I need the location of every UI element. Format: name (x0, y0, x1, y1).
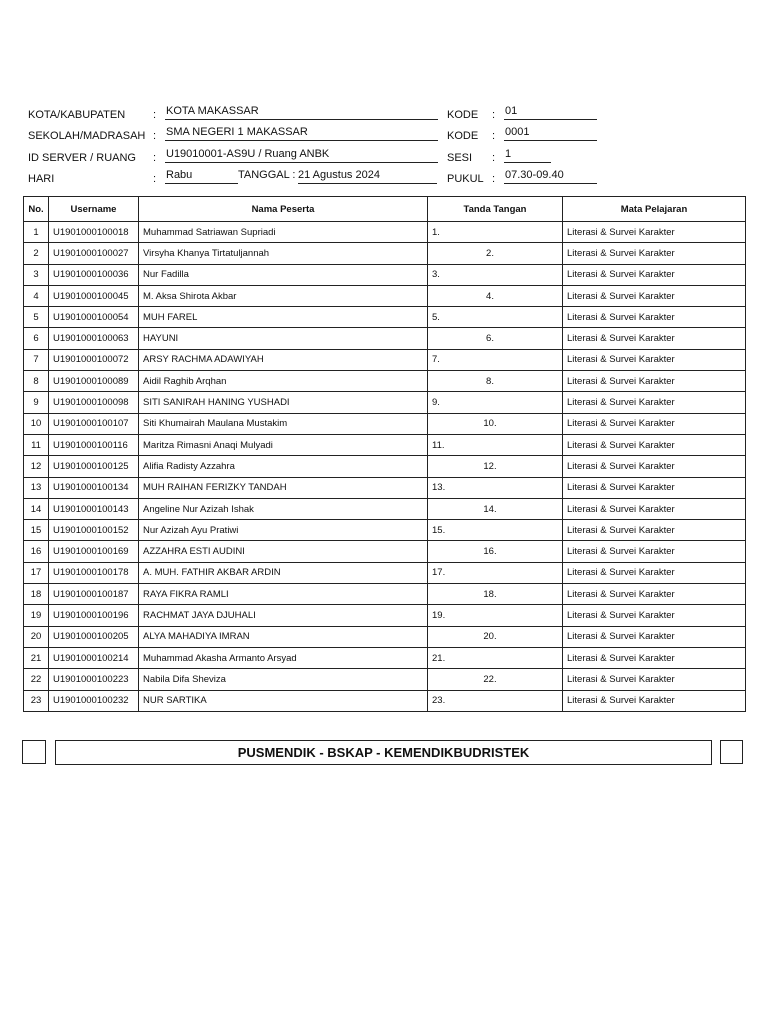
table-row (24, 626, 746, 647)
cell-nama: RAYA FIKRA RAMLI (139, 584, 428, 605)
cell-tanda-tangan (428, 541, 563, 562)
table-row (24, 605, 746, 626)
cell-username: U1901000100143 (49, 498, 139, 519)
cell-no: 23 (24, 690, 49, 711)
cell-no: 22 (24, 669, 49, 690)
kota-value: KOTA MAKASSAR (165, 105, 438, 120)
cell-username: U1901000100205 (49, 626, 139, 647)
cell-tanda-tangan: 9. (428, 392, 563, 413)
kode2-label: KODE (447, 130, 479, 142)
cell-nama: M. Aksa Shirota Akbar (139, 285, 428, 306)
table-row (24, 371, 746, 392)
table-row (24, 541, 746, 562)
pukul-value: 07.30-09.40 (504, 169, 597, 184)
cell-no: 20 (24, 626, 49, 647)
colon: : (492, 173, 496, 185)
cell-username: U1901000100036 (49, 264, 139, 285)
cell-nama: Angeline Nur Azizah Ishak (139, 498, 428, 519)
cell-username: U1901000100054 (49, 307, 139, 328)
table-row (24, 307, 746, 328)
cell-nama: NUR SARTIKA (139, 690, 428, 711)
pukul-label: PUKUL (447, 173, 484, 185)
cell-tanda-tangan (428, 285, 563, 306)
cell-nama: Muhammad Satriawan Supriadi (139, 222, 428, 243)
cell-mata-pelajaran: Literasi & Survei Karakter (563, 307, 746, 328)
cell-no: 13 (24, 477, 49, 498)
cell-no: 19 (24, 605, 49, 626)
cell-username: U1901000100196 (49, 605, 139, 626)
cell-nama: ALYA MAHADIYA IMRAN (139, 626, 428, 647)
colon: : (153, 130, 157, 142)
cell-tanda-tangan: 15. (428, 520, 563, 541)
signature-number: 10. (483, 418, 497, 430)
server-value: U19010001-AS9U / Ruang ANBK (165, 148, 438, 163)
cell-no: 5 (24, 307, 49, 328)
sesi-value: 1 (504, 148, 551, 163)
column-header-mata-pelajaran: Mata Pelajaran (563, 197, 746, 222)
tanggal-label: TANGGAL : (238, 169, 296, 181)
kode1-value: 01 (504, 105, 597, 120)
column-header-username: Username (49, 197, 139, 222)
cell-mata-pelajaran: Literasi & Survei Karakter (563, 477, 746, 498)
cell-mata-pelajaran: Literasi & Survei Karakter (563, 626, 746, 647)
signature-number: 2. (486, 247, 494, 259)
kode2-value: 0001 (504, 126, 597, 141)
footer-right-box (720, 740, 743, 764)
cell-no: 15 (24, 520, 49, 541)
signature-number: 12. (483, 460, 497, 472)
cell-mata-pelajaran: Literasi & Survei Karakter (563, 349, 746, 370)
table-row (24, 222, 746, 243)
cell-nama: Nur Fadilla (139, 264, 428, 285)
table-row (24, 456, 746, 477)
colon: : (492, 130, 496, 142)
cell-username: U1901000100089 (49, 371, 139, 392)
cell-mata-pelajaran: Literasi & Survei Karakter (563, 456, 746, 477)
cell-mata-pelajaran: Literasi & Survei Karakter (563, 222, 746, 243)
cell-nama: RACHMAT JAYA DJUHALI (139, 605, 428, 626)
cell-nama: Alifia Radisty Azzahra (139, 456, 428, 477)
cell-tanda-tangan: 23. (428, 690, 563, 711)
table-row (24, 264, 746, 285)
sekolah-label: SEKOLAH/MADRASAH (28, 130, 146, 142)
cell-username: U1901000100116 (49, 434, 139, 455)
table-row (24, 349, 746, 370)
cell-tanda-tangan (428, 498, 563, 519)
footer-left-box (22, 740, 46, 764)
signature-number: 18. (483, 588, 497, 600)
cell-no: 7 (24, 349, 49, 370)
header-row-sekolah (28, 126, 748, 146)
cell-tanda-tangan: 3. (428, 264, 563, 285)
cell-mata-pelajaran: Literasi & Survei Karakter (563, 562, 746, 583)
cell-mata-pelajaran: Literasi & Survei Karakter (563, 264, 746, 285)
cell-no: 1 (24, 222, 49, 243)
cell-mata-pelajaran: Literasi & Survei Karakter (563, 520, 746, 541)
signature-number: 6. (486, 333, 494, 345)
cell-username: U1901000100107 (49, 413, 139, 434)
kode1-label: KODE (447, 109, 479, 121)
cell-nama: Nur Azizah Ayu Pratiwi (139, 520, 428, 541)
cell-username: U1901000100045 (49, 285, 139, 306)
cell-username: U1901000100018 (49, 222, 139, 243)
table-row (24, 477, 746, 498)
cell-mata-pelajaran: Literasi & Survei Karakter (563, 584, 746, 605)
attendance-table (23, 196, 746, 712)
kota-label: KOTA/KABUPATEN (28, 109, 126, 121)
cell-username: U1901000100152 (49, 520, 139, 541)
cell-no: 14 (24, 498, 49, 519)
cell-nama: HAYUNI (139, 328, 428, 349)
table-row (24, 392, 746, 413)
cell-tanda-tangan (428, 328, 563, 349)
cell-mata-pelajaran: Literasi & Survei Karakter (563, 669, 746, 690)
cell-no: 8 (24, 371, 49, 392)
cell-username: U1901000100187 (49, 584, 139, 605)
cell-no: 9 (24, 392, 49, 413)
cell-tanda-tangan (428, 669, 563, 690)
cell-username: U1901000100169 (49, 541, 139, 562)
cell-mata-pelajaran: Literasi & Survei Karakter (563, 328, 746, 349)
cell-username: U1901000100125 (49, 456, 139, 477)
table-row (24, 328, 746, 349)
cell-no: 18 (24, 584, 49, 605)
cell-tanda-tangan (428, 413, 563, 434)
cell-username: U1901000100223 (49, 669, 139, 690)
cell-tanda-tangan: 21. (428, 647, 563, 668)
table-row (24, 584, 746, 605)
cell-nama: Nabila Difa Sheviza (139, 669, 428, 690)
cell-mata-pelajaran: Literasi & Survei Karakter (563, 647, 746, 668)
cell-tanda-tangan: 17. (428, 562, 563, 583)
table-row (24, 520, 746, 541)
colon: : (492, 152, 496, 164)
cell-username: U1901000100214 (49, 647, 139, 668)
colon: : (492, 109, 496, 121)
signature-number: 22. (483, 673, 497, 685)
cell-username: U1901000100134 (49, 477, 139, 498)
cell-no: 6 (24, 328, 49, 349)
signature-number: 16. (483, 546, 497, 558)
cell-mata-pelajaran: Literasi & Survei Karakter (563, 541, 746, 562)
column-header-no: No. (24, 197, 49, 222)
table-row (24, 647, 746, 668)
column-header-nama: Nama Peserta (139, 197, 428, 222)
cell-mata-pelajaran: Literasi & Survei Karakter (563, 434, 746, 455)
cell-no: 3 (24, 264, 49, 285)
cell-nama: MUH FAREL (139, 307, 428, 328)
cell-tanda-tangan: 13. (428, 477, 563, 498)
cell-nama: Aidil Raghib Arqhan (139, 371, 428, 392)
signature-number: 8. (486, 375, 494, 387)
cell-mata-pelajaran: Literasi & Survei Karakter (563, 392, 746, 413)
hari-label: HARI (28, 173, 55, 185)
cell-nama: Maritza Rimasni Anaqi Mulyadi (139, 434, 428, 455)
cell-username: U1901000100027 (49, 243, 139, 264)
colon: : (153, 152, 157, 164)
cell-nama: ARSY RACHMA ADAWIYAH (139, 349, 428, 370)
tanggal-value: 21 Agustus 2024 (298, 169, 437, 184)
signature-number: 4. (486, 290, 494, 302)
sesi-label: SESI (447, 152, 473, 164)
table-row (24, 562, 746, 583)
cell-nama: A. MUH. FATHIR AKBAR ARDIN (139, 562, 428, 583)
table-row (24, 669, 746, 690)
cell-mata-pelajaran: Literasi & Survei Karakter (563, 371, 746, 392)
cell-nama: Siti Khumairah Maulana Mustakim (139, 413, 428, 434)
signature-number: 14. (483, 503, 497, 515)
colon: : (153, 109, 157, 121)
cell-no: 16 (24, 541, 49, 562)
cell-no: 11 (24, 434, 49, 455)
cell-tanda-tangan: 11. (428, 434, 563, 455)
table-row (24, 434, 746, 455)
cell-mata-pelajaran: Literasi & Survei Karakter (563, 605, 746, 626)
cell-tanda-tangan (428, 243, 563, 264)
cell-nama: Virsyha Khanya Tirtatuljannah (139, 243, 428, 264)
header-row-server (28, 148, 748, 168)
cell-tanda-tangan (428, 456, 563, 477)
cell-mata-pelajaran: Literasi & Survei Karakter (563, 243, 746, 264)
cell-mata-pelajaran: Literasi & Survei Karakter (563, 690, 746, 711)
table-header-row (24, 197, 746, 222)
cell-nama: MUH RAIHAN FERIZKY TANDAH (139, 477, 428, 498)
footer-title: PUSMENDIK - BSKAP - KEMENDIKBUDRISTEK (55, 740, 712, 765)
cell-no: 12 (24, 456, 49, 477)
cell-tanda-tangan: 7. (428, 349, 563, 370)
table-row (24, 498, 746, 519)
cell-username: U1901000100072 (49, 349, 139, 370)
column-header-tanda-tangan: Tanda Tangan (428, 197, 563, 222)
cell-tanda-tangan: 5. (428, 307, 563, 328)
header-row-kota (28, 105, 748, 125)
cell-nama: AZZAHRA ESTI AUDINI (139, 541, 428, 562)
colon: : (153, 173, 157, 185)
header-row-hari (28, 169, 748, 189)
cell-tanda-tangan (428, 371, 563, 392)
server-label: ID SERVER / RUANG (28, 152, 136, 164)
cell-nama: Muhammad Akasha Armanto Arsyad (139, 647, 428, 668)
cell-mata-pelajaran: Literasi & Survei Karakter (563, 285, 746, 306)
cell-username: U1901000100098 (49, 392, 139, 413)
cell-no: 21 (24, 647, 49, 668)
cell-tanda-tangan (428, 626, 563, 647)
cell-no: 10 (24, 413, 49, 434)
cell-nama: SITI SANIRAH HANING YUSHADI (139, 392, 428, 413)
cell-no: 2 (24, 243, 49, 264)
table-row (24, 243, 746, 264)
cell-username: U1901000100178 (49, 562, 139, 583)
cell-mata-pelajaran: Literasi & Survei Karakter (563, 498, 746, 519)
cell-tanda-tangan: 1. (428, 222, 563, 243)
cell-tanda-tangan (428, 584, 563, 605)
cell-username: U1901000100063 (49, 328, 139, 349)
cell-no: 17 (24, 562, 49, 583)
cell-username: U1901000100232 (49, 690, 139, 711)
cell-tanda-tangan: 19. (428, 605, 563, 626)
cell-no: 4 (24, 285, 49, 306)
hari-value: Rabu (165, 169, 238, 184)
signature-number: 20. (483, 631, 497, 643)
table-row (24, 690, 746, 711)
table-row (24, 285, 746, 306)
table-row (24, 413, 746, 434)
cell-mata-pelajaran: Literasi & Survei Karakter (563, 413, 746, 434)
sekolah-value: SMA NEGERI 1 MAKASSAR (165, 126, 438, 141)
